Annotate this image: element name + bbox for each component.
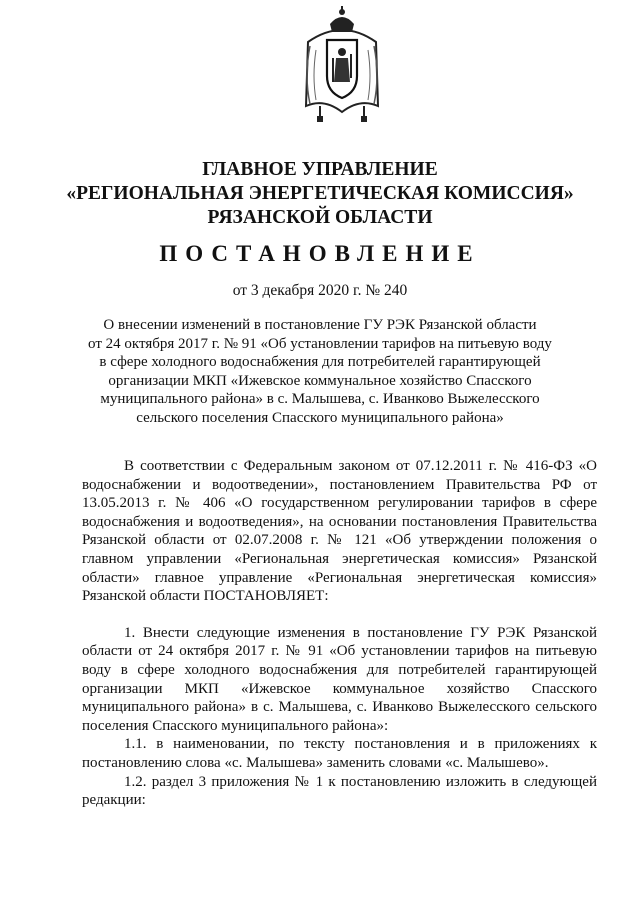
organization-name xyxy=(40,158,600,230)
org-line-1: ГЛАВНОЕ УПРАВЛЕНИЕ xyxy=(202,159,438,180)
subject-line: муниципального района» в с. Малышева, с. Иванково Выжелесского xyxy=(100,391,540,408)
subject-line: организации МКП «Ижевское коммунальное хозяйство Спасского xyxy=(108,372,532,389)
subject-line: от 24 октября 2017 г. № 91 «Об установлении тарифов на питьевую воду xyxy=(88,335,552,352)
document-date-number: от 3 декабря 2020 г. № 240 xyxy=(232,282,408,299)
preamble-paragraph: В соответствии с Федеральным законом от 07.12.2011 г. № 416-ФЗ «О водоснабжении и водоотведении», постановлением Правительства РФ от 13.05.2013 г. № 406 «О государственном регулировании тарифов в сфере водоснабжения и водоотведения», на основании постановления Правительства Рязанской области от 02.07.2008 г. № 121 «Об утверждении положения о главном управлении «Региональная энергетическая комиссия» Рязанской области» главное управление «Региональная энергетическая комиссия» Рязанской области ПОСТАНОВЛЯЕТ: xyxy=(82,458,597,605)
subject-line: О внесении изменений в постановление ГУ РЭК Рязанской области xyxy=(103,317,537,333)
subject-line: в сфере холодного водоснабжения для потребителей гарантирующей xyxy=(99,354,541,371)
document-body xyxy=(82,457,597,810)
org-line-3: РЯЗАНСКОЙ ОБЛАСТИ xyxy=(207,207,433,228)
item-1-1-paragraph: 1.1. в наименовании, по тексту постановления и в приложениях к постановлению слова «с. Малышева» заменить словами «с. Малышево». xyxy=(82,736,597,771)
document-subject xyxy=(70,316,570,428)
subject-line: сельского поселения Спасского муниципального района» xyxy=(136,409,504,426)
coat-of-arms-icon xyxy=(300,6,384,124)
document-type: ПОСТАНОВЛЕНИЕ xyxy=(159,241,481,266)
org-line-2: «РЕГИОНАЛЬНАЯ ЭНЕРГЕТИЧЕСКАЯ КОМИССИЯ» xyxy=(66,183,574,204)
item-1-2-paragraph: 1.2. раздел 3 приложения № 1 к постановлению изложить в следующей редакции: xyxy=(82,773,597,809)
item-1-paragraph: 1. Внести следующие изменения в постановление ГУ РЭК Рязанской области от 24 октября 2017 г. № 91 «Об установлении тарифов на питьевую воду в сфере холодного водоснабжения для потребителей гарантирующей организации МКП «Ижевское коммунальное хозяйство Спасского муниципального района» в с. Малышева, с. Иванково Выжелесского сельского поселения Спасского муниципального района»: xyxy=(82,624,597,734)
